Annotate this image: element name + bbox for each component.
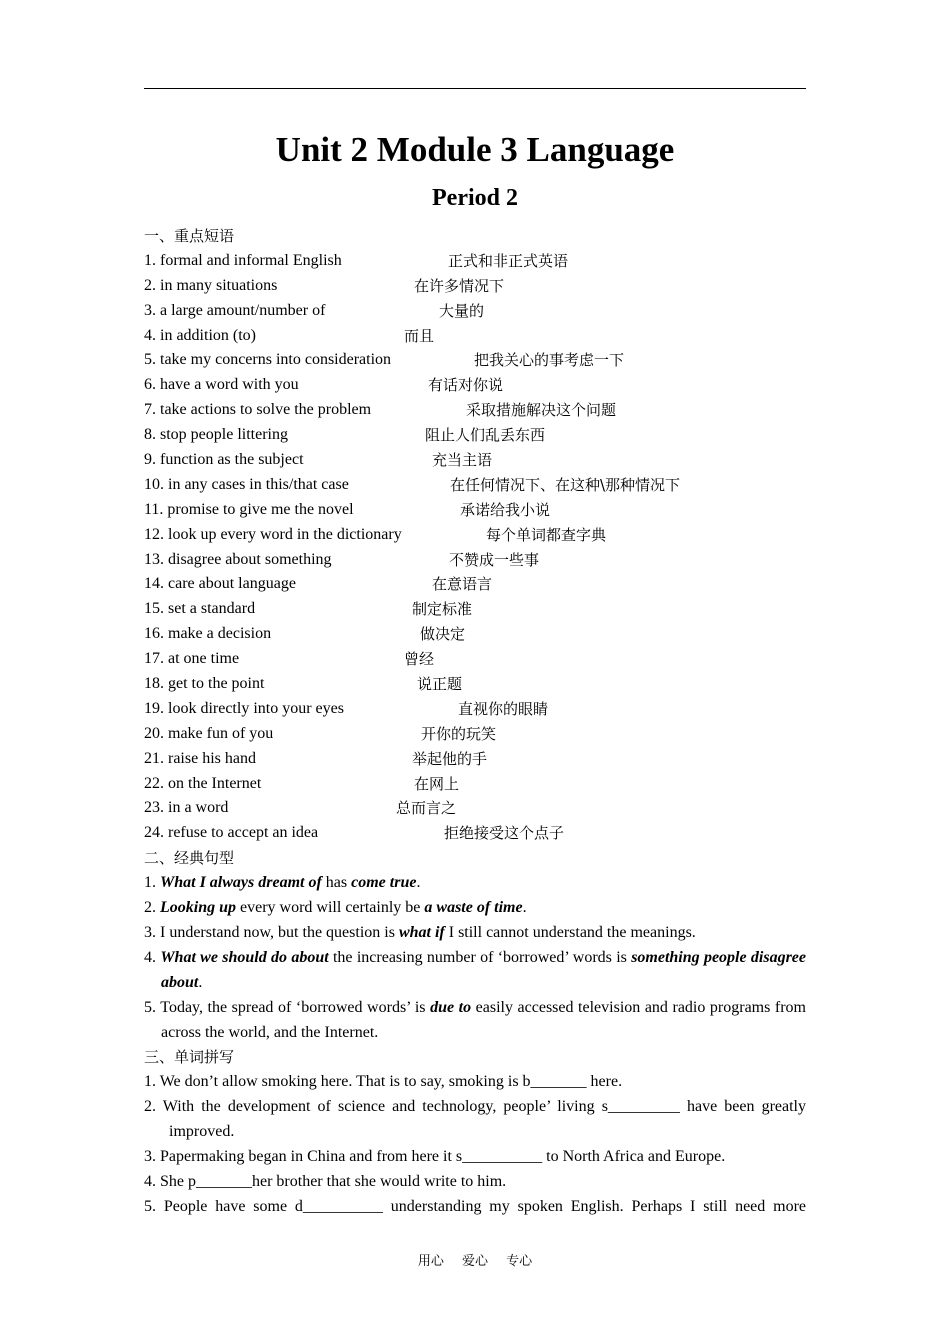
phrase-zh: 说正题 xyxy=(417,675,463,694)
phrase-row xyxy=(144,821,806,846)
sentence-text: the increasing number of ‘borrowed’ words is xyxy=(328,948,632,966)
phrase-en: 7. take actions to solve the problem xyxy=(144,401,372,419)
phrase-zh: 充当主语 xyxy=(432,451,493,470)
phrase-row xyxy=(144,697,806,722)
phrase-row xyxy=(144,572,806,597)
phrase-zh: 而且 xyxy=(404,326,435,345)
phrase-row xyxy=(144,672,806,697)
phrase-en: 22. on the Internet xyxy=(144,774,262,792)
phrase-en: 1. formal and informal English xyxy=(144,251,342,269)
sentence-key-phrase: What I always dreamt of xyxy=(160,874,322,892)
phrase-en: 3. a large amount/number of xyxy=(144,301,326,319)
spelling-item: 1. We don’t allow smoking here. That is to say, smoking is b_______ here. xyxy=(144,1073,623,1091)
phrase-zh: 承诺给我小说 xyxy=(460,500,551,519)
phrase-en: 20. make fun of you xyxy=(144,724,274,742)
phrase-en: 21. raise his hand xyxy=(144,749,256,767)
sentence-text: Today, the spread of ‘borrowed words’ is xyxy=(160,998,431,1016)
page-title: Unit 2 Module 3 Language xyxy=(275,130,675,169)
phrase-zh: 做决定 xyxy=(420,625,466,644)
phrase-row xyxy=(144,722,806,747)
sentence-text: has xyxy=(321,874,352,892)
sentence-number: 4. xyxy=(144,948,161,966)
spelling-item: 3. Papermaking began in China and from here it s__________ to North Africa and Europe. xyxy=(144,1148,726,1166)
sentence-number: 2. xyxy=(144,899,160,917)
sentence-item xyxy=(144,946,806,996)
phrase-row xyxy=(144,348,806,373)
sentence-number: 5. xyxy=(144,998,161,1016)
sentence-key-phrase: come true xyxy=(351,874,417,892)
phrase-zh: 在网上 xyxy=(414,774,460,793)
phrase-row xyxy=(144,772,806,797)
phrase-row xyxy=(144,249,806,274)
sentence-item xyxy=(144,996,806,1046)
sentence-text: I still cannot understand the meanings. xyxy=(444,923,696,941)
document-body xyxy=(144,224,806,1220)
phrase-zh: 正式和非正式英语 xyxy=(448,251,569,270)
sentence-item xyxy=(144,921,806,946)
phrase-row xyxy=(144,299,806,324)
phrase-en: 14. care about language xyxy=(144,575,296,593)
sentence-key-phrase: something people disagree about xyxy=(161,948,807,991)
phrase-en: 11. promise to give me the novel xyxy=(144,500,354,518)
phrase-en: 12. look up every word in the dictionary xyxy=(144,525,402,543)
phrase-row xyxy=(144,747,806,772)
phrase-en: 6. have a word with you xyxy=(144,376,299,394)
sentence-text: I understand now, but the question is xyxy=(160,923,399,941)
phrase-en: 8. stop people littering xyxy=(144,426,288,444)
page-footer: 用心 爱心 专心 xyxy=(417,1254,533,1269)
phrase-zh: 拒绝接受这个点子 xyxy=(444,824,565,843)
sentence-item xyxy=(144,896,806,921)
sentence-key-phrase: What we should do about xyxy=(160,948,329,966)
phrase-zh: 阻止人们乱丢东西 xyxy=(425,426,546,445)
phrase-en: 19. look directly into your eyes xyxy=(144,699,344,717)
phrase-en: 2. in many situations xyxy=(144,276,278,294)
phrase-zh: 曾经 xyxy=(404,650,435,669)
phrase-zh: 不赞成一些事 xyxy=(449,550,540,569)
phrase-zh: 在任何情况下、在这种\那种情况下 xyxy=(450,475,681,494)
phrase-row xyxy=(144,274,806,299)
phrase-row xyxy=(144,473,806,498)
phrase-zh: 制定标准 xyxy=(412,600,473,619)
section-heading-spelling: 三、单词拼写 xyxy=(144,1048,235,1067)
sentence-number: 1. xyxy=(144,874,160,892)
phrase-en: 17. at one time xyxy=(144,650,240,668)
phrase-en: 13. disagree about something xyxy=(144,550,332,568)
page-subtitle: Period 2 xyxy=(432,185,518,211)
spelling-item: 5. People have some d__________ understanding my spoken English. Perhaps I still need more xyxy=(144,1197,806,1215)
sentence-number: 3. xyxy=(144,923,160,941)
section-heading-sentences: 二、经典句型 xyxy=(144,849,235,868)
phrase-en: 18. get to the point xyxy=(144,675,265,693)
phrase-row xyxy=(144,523,806,548)
header-rule xyxy=(144,88,806,89)
sentence-text: . xyxy=(416,874,421,892)
phrase-zh: 大量的 xyxy=(439,301,485,320)
sentence-text: . xyxy=(198,973,203,991)
phrase-row xyxy=(144,324,806,349)
sentence-key-phrase: Looking up xyxy=(160,899,237,917)
phrase-zh: 把我关心的事考虑一下 xyxy=(474,351,625,370)
phrase-zh: 有话对你说 xyxy=(428,376,504,395)
spelling-item: 2. With the development of science and technology, people’ living s_________ have been greatly improved. xyxy=(144,1098,806,1141)
phrase-zh: 总而言之 xyxy=(396,799,457,818)
phrase-en: 9. function as the subject xyxy=(144,451,304,469)
phrase-en: 24. refuse to accept an idea xyxy=(144,824,319,842)
phrase-row xyxy=(144,622,806,647)
section-heading-phrases: 一、重点短语 xyxy=(144,227,235,245)
phrase-row xyxy=(144,373,806,398)
phrase-en: 10. in any cases in this/that case xyxy=(144,475,349,493)
sentence-text: easily accessed television and radio programs from across the world, and the Internet. xyxy=(161,998,807,1041)
sentence-key-phrase: due to xyxy=(430,998,472,1016)
sentence-item xyxy=(144,871,806,896)
sentence-text: . xyxy=(522,899,527,917)
phrase-en: 15. set a standard xyxy=(144,600,256,618)
phrase-zh: 开你的玩笑 xyxy=(421,724,497,743)
phrase-zh: 举起他的手 xyxy=(412,749,488,768)
spelling-item: 4. She p_______her brother that she would write to him. xyxy=(144,1172,507,1190)
phrase-row xyxy=(144,796,806,821)
phrase-en: 5. take my concerns into consideration xyxy=(144,351,392,369)
sentence-text: every word will certainly be xyxy=(236,899,425,917)
sentence-key-phrase: what if xyxy=(398,923,445,941)
phrase-zh: 采取措施解决这个问题 xyxy=(466,401,617,420)
phrase-zh: 在意语言 xyxy=(432,575,493,594)
phrase-row xyxy=(144,597,806,622)
phrase-row xyxy=(144,498,806,523)
phrase-zh: 每个单词都查字典 xyxy=(486,525,607,544)
phrase-en: 23. in a word xyxy=(144,799,229,817)
phrase-row xyxy=(144,423,806,448)
sentence-key-phrase: a waste of time xyxy=(424,899,523,917)
phrase-row xyxy=(144,398,806,423)
phrase-row xyxy=(144,548,806,573)
phrase-row xyxy=(144,448,806,473)
phrase-row xyxy=(144,647,806,672)
phrase-zh: 直视你的眼睛 xyxy=(458,699,549,718)
phrase-zh: 在许多情况下 xyxy=(414,276,505,295)
phrase-en: 16. make a decision xyxy=(144,625,272,643)
phrase-en: 4. in addition (to) xyxy=(144,326,256,344)
